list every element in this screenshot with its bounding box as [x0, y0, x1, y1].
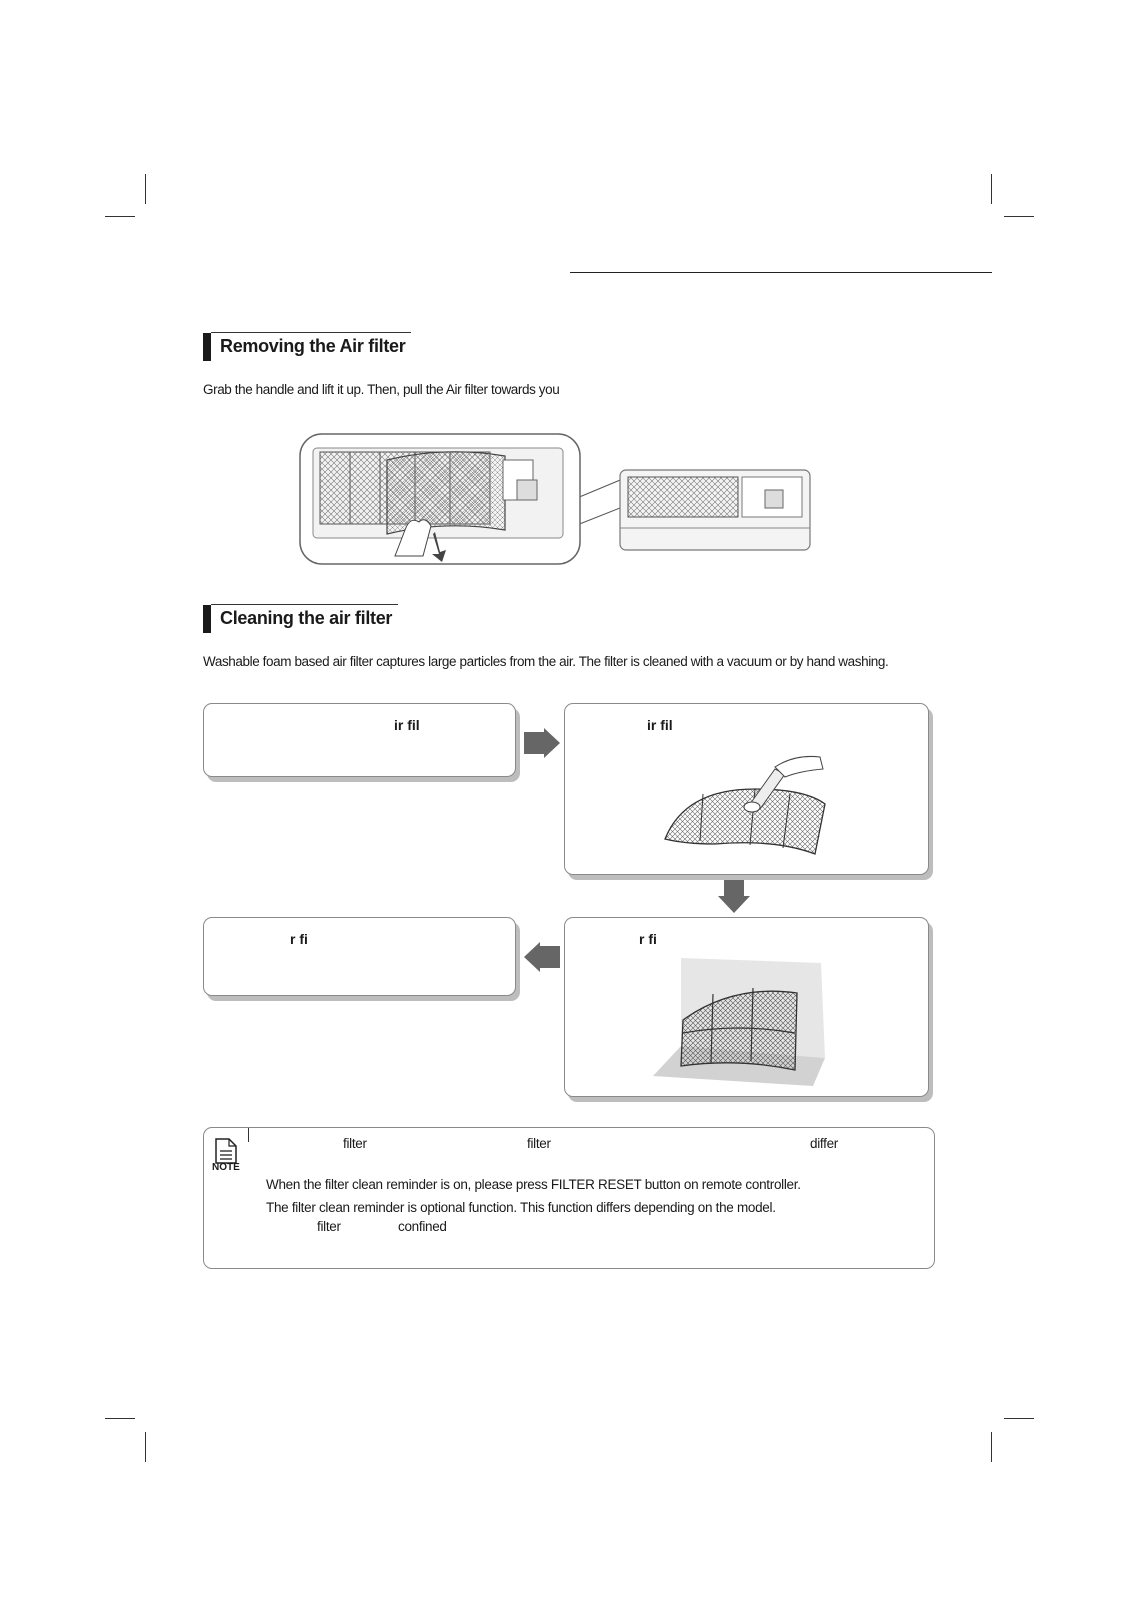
crop-mark	[991, 1432, 992, 1462]
section-title-cleaning: Cleaning the air filter	[220, 608, 393, 628]
step-box-1	[203, 703, 516, 777]
crop-mark	[145, 174, 146, 204]
note-label: NOTE	[212, 1162, 240, 1173]
crop-mark	[991, 174, 992, 204]
drying-filter-illustration	[653, 958, 833, 1088]
step-label-2: ir fil	[647, 717, 673, 733]
arrow-right-icon	[522, 728, 562, 758]
section-marker	[203, 333, 211, 361]
note-line-1-word: filter	[343, 1136, 367, 1151]
removing-instruction: Grab the handle and lift it up. Then, pull the Air filter towards you	[203, 382, 560, 397]
step-label-1: ir fil	[394, 717, 420, 733]
note-line-1-word: differ	[810, 1136, 838, 1151]
section-marker	[203, 605, 211, 633]
step-label-3: r fi	[639, 931, 657, 947]
section-title-underline	[211, 604, 398, 605]
step-box-4	[203, 917, 516, 996]
note-divider-tick	[248, 1128, 249, 1142]
crop-mark	[1004, 216, 1034, 217]
step-label-4: r fi	[290, 931, 308, 947]
arrow-left-icon	[522, 942, 562, 972]
crop-mark	[105, 216, 135, 217]
crop-mark	[105, 1418, 135, 1419]
section-title-underline	[211, 332, 411, 333]
section-title-removing: Removing the Air filter	[220, 336, 406, 356]
note-document-icon	[215, 1138, 237, 1164]
note-line-1-word: filter	[527, 1136, 551, 1151]
note-line-4-word: filter	[317, 1219, 341, 1234]
cleaning-description: Washable foam based air filter captures large particles from the air. The filter is cleaned with a vacuum or by hand washing.	[203, 654, 889, 669]
note-line-3: The filter clean reminder is optional function. This function differs depending on the model.	[266, 1200, 776, 1215]
note-line-4-word: confined	[398, 1219, 447, 1234]
ac-filter-removal-illustration	[295, 430, 815, 570]
crop-mark	[145, 1432, 146, 1462]
crop-mark	[1004, 1418, 1034, 1419]
header-rule	[570, 272, 992, 273]
step-box-2	[564, 703, 929, 875]
arrow-down-icon	[717, 880, 751, 914]
vacuum-filter-illustration	[655, 749, 835, 859]
step-box-3	[564, 917, 929, 1097]
note-line-2: When the filter clean reminder is on, please press FILTER RESET button on remote controller.	[266, 1177, 801, 1192]
note-box	[203, 1127, 935, 1269]
